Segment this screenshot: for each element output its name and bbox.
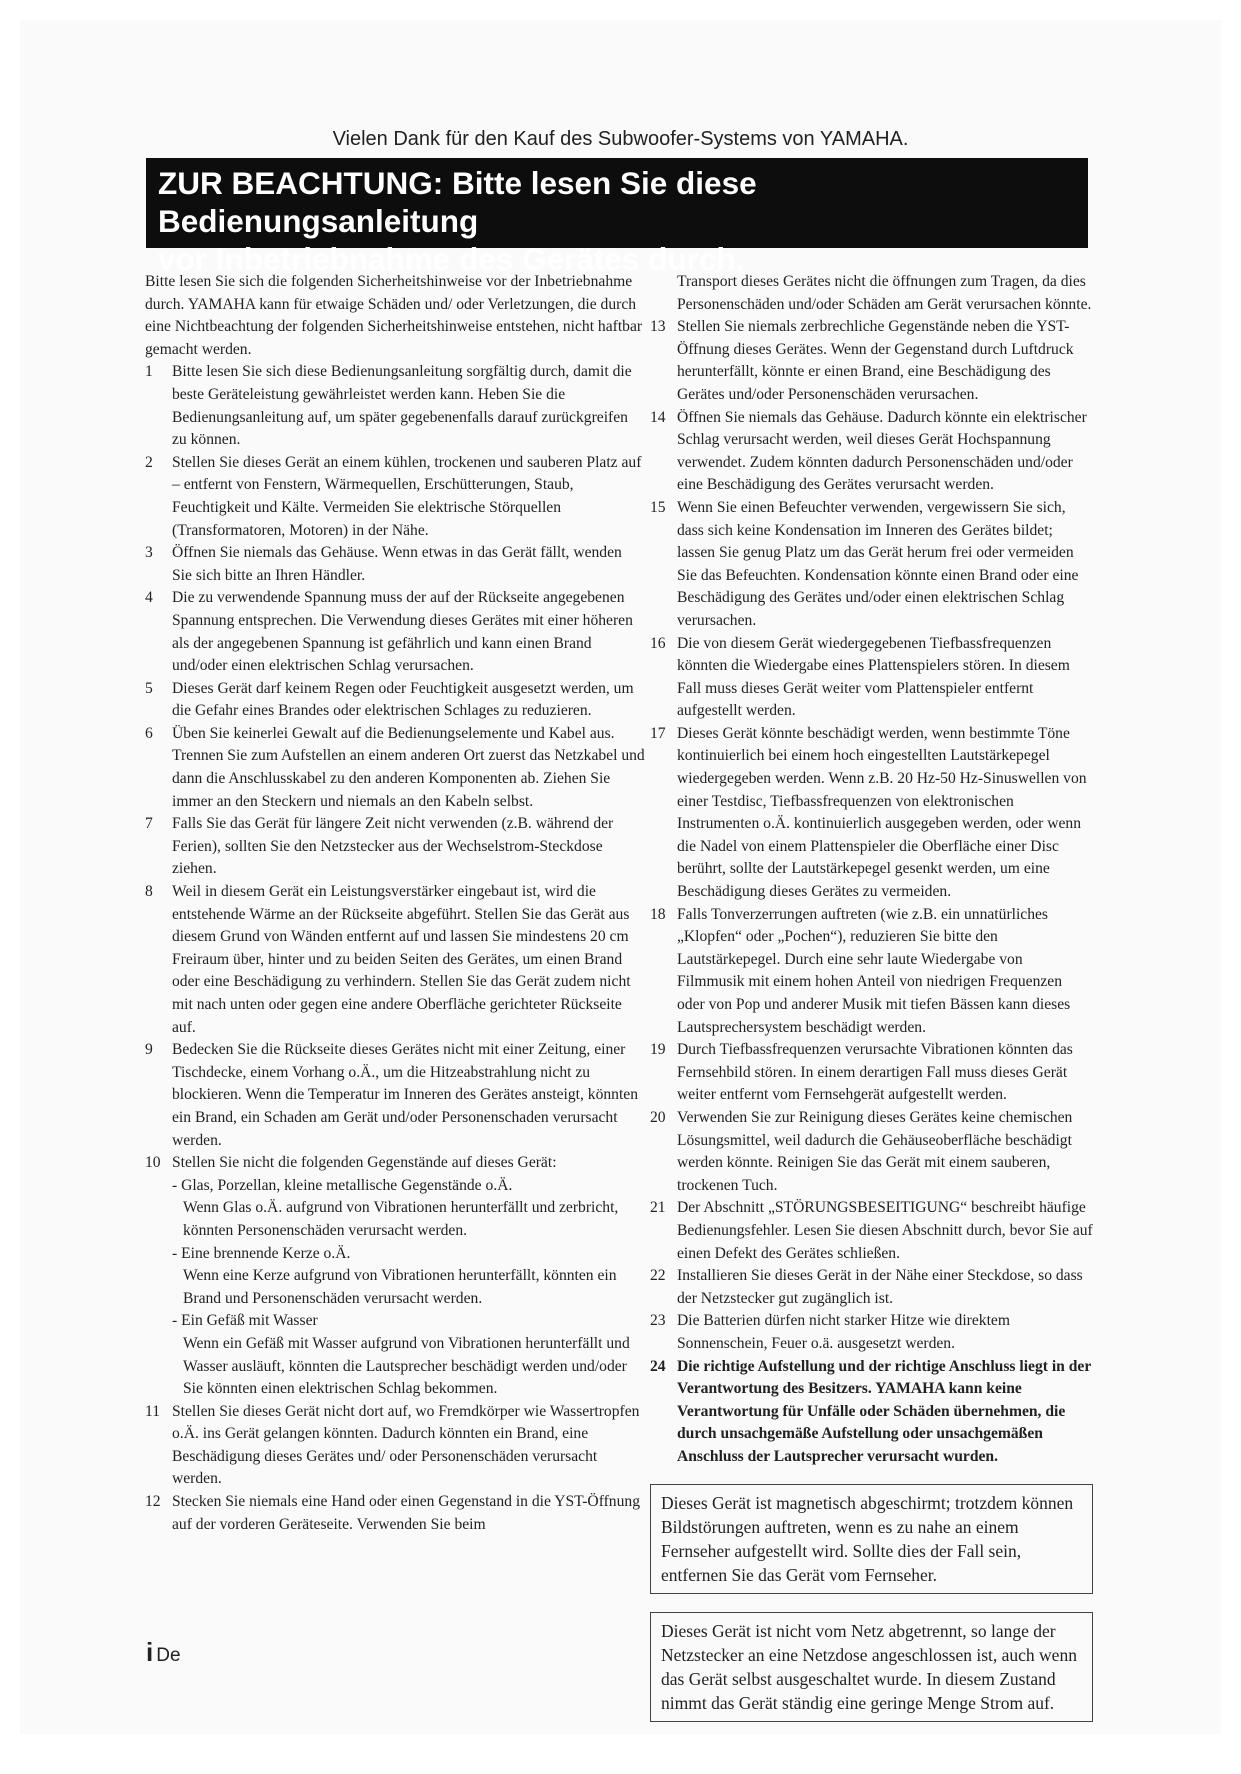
item-text: Die zu verwendende Spannung muss der auf der Rückseite angegebenen Spannung entsprechen. Die Verwendung dieses Gerätes mit einer höheren als der angegebenen Spannung ist gefährlich und kann einen Brand und/oder einen elektrischen Schlag verursachen. [172,589,633,675]
right-column [650,271,1093,1722]
safety-item-1 [145,361,645,451]
item-text: Die von diesem Gerät wiedergegebenen Tiefbassfrequenzen könnten die Wiedergabe eines Plattenspielers stören. In diesem Fall muss dieses Gerät weiter vom Plattenspieler entfernt aufgestellt werden. [677,634,1070,720]
safety-item-14 [650,407,1093,497]
item-number: 16 [650,634,666,652]
item-number: 7 [145,815,153,833]
safety-item-8 [145,881,645,1039]
item-text: Öffnen Sie niemals das Gehäuse. Dadurch könnte ein elektrischer Schlag verursacht werden, weil dieses Gerät Hochspannung verwendet. Zudem könnten dadurch Personenschäden und/oder eine Beschädigung des Gerätes verursacht werden. [677,408,1087,494]
item-text: Die richtige Aufstellung und der richtige Anschluss liegt in der Verantwortung des Besitzers. YAMAHA kann keine Verantwortung für Unfälle oder Schäden übernehmen, die durch unsachgemäße Aufstellung oder unsachgemäßen Anschluss der Lautsprecher verursacht wurden. [677,1357,1091,1465]
item-number: 4 [145,589,153,607]
safety-item-17 [650,723,1093,904]
item-text: Installieren Sie dieses Gerät in der Nähe einer Steckdose, so dass der Netzstecker gut zugänglich ist. [677,1267,1083,1307]
item-text: Transport dieses Gerätes nicht die öffnungen zum Tragen, da dies Personenschäden und/oder Schäden am Gerät verursachen könnte. [677,273,1092,313]
safety-item-20 [650,1107,1093,1197]
item-number: 17 [650,724,666,742]
safety-intro: Bitte lesen Sie sich die folgenden Sicherheitshinweise vor der Inbetriebnahme durch. YAMAHA kann für etwaige Schäden und/ oder Verletzungen, die durch eine Nichtbeachtung der folgenden Sicherheitshinweise entstehen, nicht haftbar gemacht werden. [145,273,643,358]
item-number: 8 [145,883,153,901]
item-text: Dieses Gerät könnte beschädigt werden, wenn bestimmte Töne kontinuierlich bei einem hoch eingestellten Lautstärkepegel wiedergegeben werden. Wenn z.B. 20 Hz-50 Hz-Sinuswellen von einer Testdisc, Tiefbassfrequenzen von elektronischen Instrumenten o.Ä. kontinuierlich ausgegeben werden, oder wenn die Nadel von einem Plattenspieler die Oberfläche einer Disc berührt, sollte der Lautstärkepegel gesenkt werden, um eine Beschädigung dieses Gerätes zu vermeiden. [677,724,1087,901]
page-footer [146,1637,181,1668]
safety-item-12 [145,1491,645,1536]
item-number: 20 [650,1108,666,1126]
safety-item-10 [145,1152,645,1175]
document-page [20,20,1221,1734]
item-number: 14 [650,408,666,426]
item-text: Die Batterien dürfen nicht starker Hitze wie direktem Sonnenschein, Feuer o.ä. ausgesetzt werden. [677,1312,1010,1352]
item-number: 10 [145,1154,161,1172]
safety-item-7 [145,813,645,881]
item10-sub-label: - Ein Gefäß mit Wasser [172,1312,318,1330]
page-number: i [146,1637,154,1667]
item-text: Falls Tonverzerrungen auftreten (wie z.B. ein unnatürliches „Klopfen“ oder „Pochen“), reduzieren Sie bitte den Lautstärkepegel. Durch eine sehr laute Wiedergabe von Filmmusik mit einem hohen Anteil von niedrigen Frequenzen oder von Pop und anderer Musik mit tiefen Bässen kann dieses Lautsprechersystem beschädigt werden. [677,905,1071,1036]
item-number: 18 [650,905,666,923]
safety-item-18 [650,904,1093,1040]
item-number: 19 [650,1041,666,1059]
item-number: 12 [145,1493,161,1511]
safety-item-9 [145,1039,645,1152]
item-text: Stellen Sie dieses Gerät nicht dort auf, wo Fremdkörper wie Wassertropfen o.Ä. ins Gerät gelangen könnten. Dadurch könnten ein Brand, eine Beschädigung dieses Gerätes und/ oder Personenschäden verursacht werden. [172,1402,640,1488]
item-text: Stellen Sie dieses Gerät an einem kühlen, trockenen und sauberen Platz auf – entfernt von Fenstern, Wärmequellen, Erschütterungen, Staub, Feuchtigkeit und Kälte. Vermeiden Sie elektrische Störquellen (Transformatoren, Motoren) in der Nähe. [172,453,642,539]
item-text: Stellen Sie niemals zerbrechliche Gegenstände neben die YST-Öffnung dieses Gerätes. Wenn der Gegenstand durch Luftdruck herunterfällt, könnte er einen Brand, eine Beschädigung des Gerätes und/oder Personenschäden verursachen. [677,318,1074,403]
item10-sub-label: - Eine brennende Kerze o.Ä. [172,1244,351,1262]
language-code: De [156,1645,181,1666]
intro-line: Vielen Dank für den Kauf des Subwoofer-Systems von YAMAHA. [332,128,909,150]
safety-item-2 [145,452,645,542]
item-text: Verwenden Sie zur Reinigung dieses Gerätes keine chemischen Lösungsmittel, weil dadurch die Gehäuseoberfläche beschädigt werden könnte. Reinigen Sie das Gerät mit einem sauberen, trockenen Tuch. [677,1108,1073,1194]
item-number: 9 [145,1041,153,1059]
item-number: 6 [145,724,153,742]
item10-sub-label: - Glas, Porzellan, kleine metallische Gegenstände o.Ä. [172,1176,513,1194]
item-number: 3 [145,544,153,562]
safety-item-19 [650,1039,1093,1107]
safety-item-4 [145,587,645,677]
item-number: 5 [145,679,153,697]
safety-item-6 [145,723,645,813]
item-text: Stecken Sie niemals eine Hand oder einen Gegenstand in die YST-Öffnung auf der vorderen Geräteseite. Verwenden Sie beim [172,1493,640,1533]
safety-item-5 [145,678,645,723]
banner-line-2: vor Inbetriebnahme des Gerätes durch. [158,241,745,277]
item-number: 22 [650,1267,666,1285]
item-number: 1 [145,363,153,381]
safety-item-22 [650,1265,1093,1310]
safety-item-23 [650,1310,1093,1355]
item-text: Bitte lesen Sie sich diese Bedienungsanleitung sorgfältig durch, damit die beste Geräteleistung gewährleistet werden kann. Heben Sie die Bedienungsanleitung auf, um später gegebenenfalls darauf zurückgreifen zu können. [172,363,632,449]
magnetic-shield-notice: Dieses Gerät ist magnetisch abgeschirmt; trotzdem können Bildstörungen auftreten, wenn es zu nahe an einem Fernseher aufgestellt wird. Sollte dies der Fall sein, entfernen Sie das Gerät vom Fernseher. [650,1484,1093,1594]
warning-banner [146,158,1088,277]
safety-item-3 [145,542,645,587]
item-number: 15 [650,498,666,516]
left-column [145,271,645,1536]
item-number: 24 [650,1357,666,1375]
item-text: Falls Sie das Gerät für längere Zeit nicht verwenden (z.B. während der Ferien), sollten Sie den Netzstecker aus der Wechselstrom-Steckdose ziehen. [172,815,614,878]
safety-item-24 [650,1356,1093,1469]
item-number: 13 [650,318,666,336]
item-text: Stellen Sie nicht die folgenden Gegenstände auf dieses Gerät: [172,1154,557,1172]
safety-item-16 [650,633,1093,723]
item10-sub-text: Wenn eine Kerze aufgrund von Vibrationen herunterfällt, könnten ein Brand und Personenschäden verursacht werden. [183,1267,617,1307]
item-text: Dieses Gerät darf keinem Regen oder Feuchtigkeit ausgesetzt werden, um die Gefahr eines Brandes oder elektrischen Schlages zu reduzieren. [172,679,634,720]
safety-item-13 [650,316,1093,406]
item-text: Wenn Sie einen Befeuchter verwenden, vergewissern Sie sich, dass sich keine Kondensation im Inneren des Gerätes bildet; lassen Sie genug Platz um das Gerät herum frei oder vermeiden Sie das Befeuchten. Kondensation könnte einen Brand oder eine Beschädigung des Gerätes und/oder einen elektrischen Schlag verursachen. [677,498,1079,629]
item-text: Öffnen Sie niemals das Gehäuse. Wenn etwas in das Gerät fällt, wenden Sie sich bitte an Ihren Händler. [172,544,622,584]
item-number: 23 [650,1312,666,1330]
safety-item-15 [650,497,1093,633]
item-number: 11 [145,1402,161,1420]
item-number: 21 [650,1199,666,1217]
item10-sub-text: Wenn ein Gefäß mit Wasser aufgrund von Vibrationen herunterfällt und Wasser ausläuft, könnten die Lautsprecher beschädigt werden und/oder Sie könnten einen elektrischen Schlag bekommen. [183,1334,630,1398]
item-text: Durch Tiefbassfrequenzen verursachte Vibrationen könnten das Fernsehbild stören. In einem derartigen Fall muss dieses Gerät weiter entfernt vom Fernsehgerät aufgestellt werden. [677,1041,1073,1104]
item-text: Der Abschnitt „STÖRUNGSBESEITIGUNG“ beschreibt häufige Bedienungsfehler. Lesen Sie diesen Abschnitt durch, bevor Sie auf einen Defekt des Gerätes schließen. [677,1199,1093,1262]
item-text: Weil in diesem Gerät ein Leistungsverstärker eingebaut ist, wird die entstehende Wärme an der Rückseite abgeführt. Stellen Sie das Gerät aus diesem Grund von Wänden entfernt auf und lassen Sie mindestens 20 cm Freiraum über, hinter und zu beiden Seiten des Gerätes, um einen Brand oder eine Beschädigung zu verhindern. Stellen Sie das Gerät zudem nicht mit nach unten oder gegen eine andere Oberfläche gerichteter Rückseite auf. [172,883,631,1036]
item-text: Bedecken Sie die Rückseite dieses Gerätes nicht mit einer Zeitung, einer Tischdecke, einem Vorhang o.Ä., um die Hitzeabstrahlung nicht zu blockieren. Wenn die Temperatur im Inneren des Gerätes ansteigt, könnten ein Brand, ein Schaden am Gerät und/oder Personenschaden verursacht werden. [172,1041,639,1149]
standby-power-notice: Dieses Gerät ist nicht vom Netz abgetrennt, so lange der Netzstecker an eine Netzdose angeschlossen ist, auch wenn das Gerät selbst ausgeschaltet wurde. In diesem Zustand nimmt das Gerät ständig eine geringe Menge Strom auf. [650,1612,1093,1722]
item-number: 2 [145,453,153,471]
item-text: Üben Sie keinerlei Gewalt auf die Bedienungselemente und Kabel aus. Trennen Sie zum Aufstellen an einem anderen Ort zuerst das Netzkabel und dann die Anschlusskabel zu den anderen Komponenten ab. Ziehen Sie immer an den Steckern und niemals an den Kabeln selbst. [172,724,645,810]
safety-item-12-continued [650,271,1093,316]
item10-sub-text: Wenn Glas o.Ä. aufgrund von Vibrationen herunterfällt und zerbricht, könnten Personenschäden verursacht werden. [183,1199,619,1239]
safety-item-21 [650,1197,1093,1265]
safety-item-11 [145,1401,645,1491]
banner-line-1: ZUR BEACHTUNG: Bitte lesen Sie diese Bedienungsanleitung [158,165,757,239]
